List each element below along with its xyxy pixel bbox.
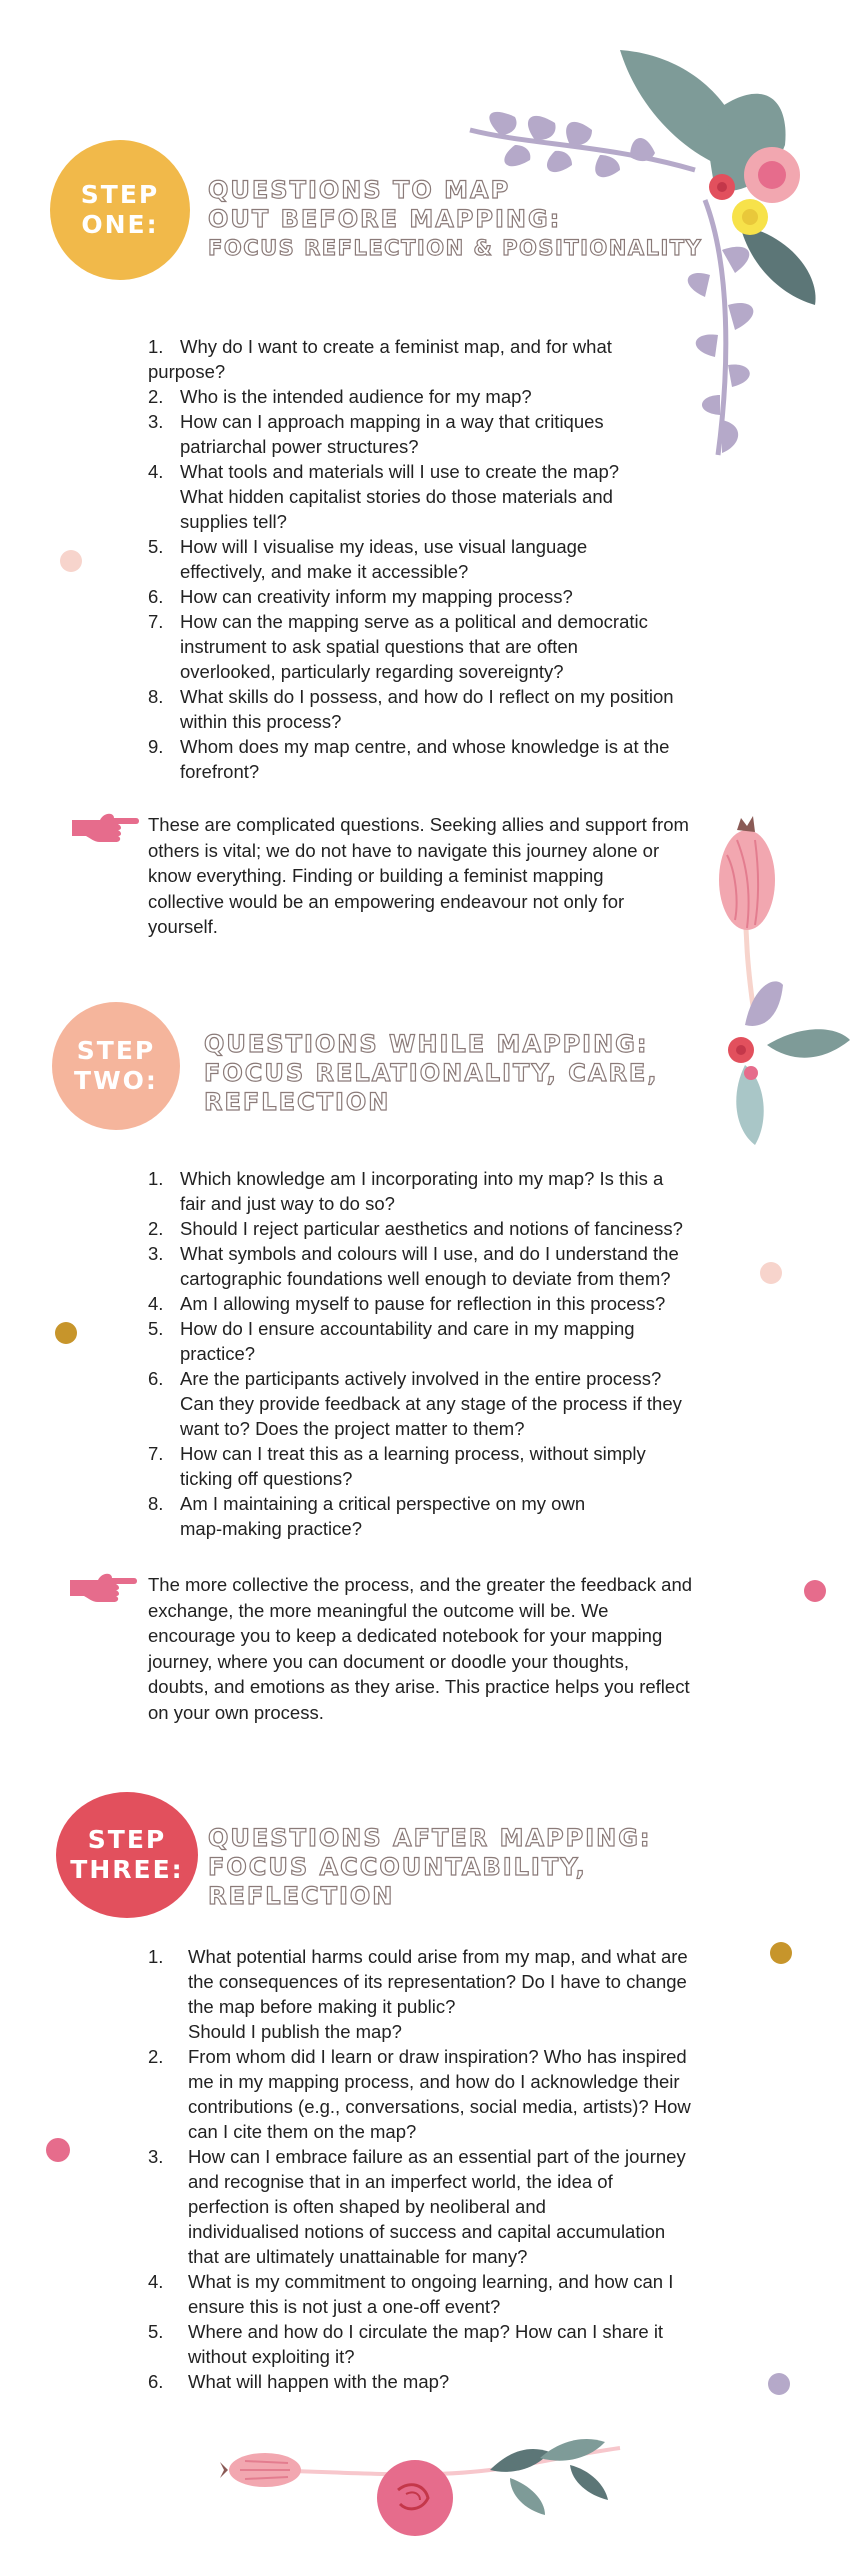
step-one-question-list — [148, 334, 748, 784]
question-item — [148, 609, 748, 684]
question-item — [148, 734, 748, 784]
heading-line: QUESTIONS TO MAP — [208, 176, 511, 204]
question-number: 1. — [148, 336, 164, 357]
heading-line: QUESTIONS AFTER MAPPING: — [208, 1824, 652, 1852]
question-number: 6. — [148, 586, 164, 607]
step-two-question-list — [148, 1166, 758, 1541]
question-line: Am I allowing myself to pause for reflection in this process? — [180, 1293, 666, 1314]
question-item — [148, 1216, 758, 1241]
question-item — [148, 1241, 758, 1291]
question-line: map-making practice? — [180, 1518, 362, 1539]
question-item — [148, 2369, 748, 2394]
question-number: 3. — [148, 411, 164, 432]
question-item — [148, 1366, 758, 1441]
note-line: collective would be an empowering endeavour not only for — [148, 890, 625, 912]
question-line: Should I publish the map? — [188, 2021, 402, 2042]
question-line: within this process? — [180, 711, 342, 732]
step-one-heading — [208, 176, 702, 263]
floral-branch-bottom-illustration — [210, 2430, 640, 2550]
question-line: effectively, and make it accessible? — [180, 561, 469, 582]
question-line: overlooked, particularly regarding sovereignty? — [180, 661, 564, 682]
floral-bud-mid-illustration — [705, 810, 855, 1190]
note-line: encourage you to keep a dedicated notebook for your mapping — [148, 1625, 663, 1646]
question-line: contributions (e.g., conversations, social media, artists)? How — [188, 2096, 691, 2117]
decorative-dot — [804, 1580, 826, 1602]
question-line: Should I reject particular aesthetics and notions of fanciness? — [180, 1218, 683, 1239]
question-item — [148, 584, 748, 609]
decorative-dot — [46, 2138, 70, 2162]
question-line: supplies tell? — [180, 511, 287, 532]
step-three-heading — [208, 1824, 652, 1911]
question-number: 2. — [148, 2046, 164, 2067]
question-line: practice? — [180, 1343, 256, 1364]
question-line: Why do I want to create a feminist map, and for what — [180, 336, 612, 357]
question-number: 4. — [148, 461, 164, 482]
question-number: 6. — [148, 1368, 164, 1389]
question-line: Who is the intended audience for my map? — [180, 386, 532, 407]
decorative-dot — [760, 1262, 782, 1284]
question-line: can I cite them on the map? — [188, 2121, 417, 2142]
question-line: Which knowledge am I incorporating into my map? Is this a — [180, 1168, 664, 1189]
question-item — [148, 1944, 748, 2044]
pointing-hand-icon — [70, 808, 140, 848]
question-item — [148, 1291, 758, 1316]
question-line: What hidden capitalist stories do those materials and — [180, 486, 613, 507]
question-item — [148, 2144, 748, 2269]
question-number: 2. — [148, 1218, 164, 1239]
question-line: What skills do I possess, and how do I reflect on my position — [180, 686, 674, 707]
question-item — [148, 334, 748, 384]
question-item — [148, 2269, 748, 2319]
question-number: 7. — [148, 611, 164, 632]
note-line: others is vital; we do not have to navigate this journey alone or — [148, 839, 660, 861]
decorative-dot — [60, 550, 82, 572]
note-line: doubts, and emotions as they arise. This practice helps you reflect — [148, 1676, 690, 1697]
question-line: individualised notions of success and capital accumulation — [188, 2221, 666, 2242]
question-line: Am I maintaining a critical perspective on my own — [180, 1493, 586, 1514]
heading-line: FOCUS REFLECTION & POSITIONALITY — [208, 236, 703, 260]
question-line: What is my commitment to ongoing learning, and how can I — [188, 2271, 674, 2292]
note-line: yourself. — [148, 916, 218, 937]
heading-line: QUESTIONS WHILE MAPPING: — [204, 1030, 649, 1058]
step-three-question-list — [148, 1944, 748, 2394]
note-line: on your own process. — [148, 1701, 324, 1723]
question-item — [148, 459, 748, 534]
question-line: patriarchal power structures? — [180, 436, 419, 457]
step-three-badge-line: THREE: — [70, 1855, 184, 1884]
question-item — [148, 2044, 748, 2144]
question-line: want to? Does the project matter to them? — [180, 1418, 525, 1439]
step-two-badge — [52, 1002, 180, 1130]
question-number: 4. — [148, 2271, 164, 2292]
question-number: 1. — [148, 1946, 164, 1967]
heading-line: REFLECTION — [208, 1882, 395, 1910]
question-line: without exploiting it? — [188, 2346, 355, 2367]
question-line: cartographic foundations well enough to deviate from them? — [180, 1268, 671, 1289]
question-line: Where and how do I circulate the map? How can I share it — [188, 2321, 664, 2342]
question-number: 7. — [148, 1443, 164, 1464]
step-two-heading — [204, 1030, 658, 1117]
question-number: 5. — [148, 1318, 164, 1339]
decorative-dot — [770, 1942, 792, 1964]
heading-line: REFLECTION — [204, 1088, 391, 1116]
question-item — [148, 534, 748, 584]
step-one-badge — [50, 140, 190, 280]
step-one-badge-line: STEP — [80, 180, 160, 209]
note-line: The more collective the process, and the greater the feedback and — [148, 1574, 693, 1595]
question-item — [148, 1441, 758, 1491]
question-line: perfection is often shaped by neoliberal and — [188, 2196, 546, 2217]
note-line: These are complicated questions. Seeking allies and support from — [148, 814, 689, 835]
note-line: know everything. Finding or building a feminist mapping — [148, 865, 604, 886]
step-two-note — [148, 1572, 758, 1725]
question-line: How can I treat this as a learning process, without simply — [180, 1443, 646, 1464]
question-line: instrument to ask spatial questions that are often — [180, 636, 578, 657]
question-line: How can I embrace failure as an essential part of the journey — [188, 2146, 686, 2167]
pointing-hand-icon — [68, 1568, 138, 1608]
question-item — [148, 409, 748, 459]
step-two-badge-line: TWO: — [74, 1066, 158, 1095]
question-item — [148, 684, 748, 734]
question-line: How do I ensure accountability and care in my mapping — [180, 1318, 635, 1339]
question-number: 5. — [148, 536, 164, 557]
question-line: purpose? — [148, 361, 226, 382]
step-three-badge-line: STEP — [87, 1825, 167, 1854]
question-line: How can I approach mapping in a way that critiques — [180, 411, 604, 432]
question-line: Whom does my map centre, and whose knowledge is at the — [180, 736, 670, 757]
question-item — [148, 1166, 758, 1216]
question-line: How can creativity inform my mapping process? — [180, 586, 573, 607]
question-line: the consequences of its representation? Do I have to change — [188, 1971, 687, 1992]
step-three-badge — [56, 1792, 198, 1918]
question-line: What symbols and colours will I use, and do I understand the — [180, 1243, 679, 1264]
question-number: 6. — [148, 2371, 164, 2392]
question-line: fair and just way to do so? — [180, 1193, 395, 1214]
question-number: 1. — [148, 1168, 164, 1189]
question-line: What potential harms could arise from my map, and what are — [188, 1946, 688, 1967]
question-number: 5. — [148, 2321, 164, 2342]
step-one-note — [148, 812, 748, 940]
question-line: and recognise that in an imperfect world, the idea of — [188, 2171, 613, 2192]
question-line: How will I visualise my ideas, use visual language — [180, 536, 588, 557]
question-line: the map before making it public? — [188, 1996, 456, 2017]
question-number: 3. — [148, 1243, 164, 1264]
question-line: Can they provide feedback at any stage of the process if they — [180, 1393, 682, 1414]
question-item — [148, 1316, 758, 1366]
question-item — [148, 2319, 748, 2369]
heading-line: FOCUS ACCOUNTABILITY, — [208, 1853, 587, 1881]
decorative-dot — [55, 1322, 77, 1344]
question-item — [148, 384, 748, 409]
question-line: that are ultimately unattainable for many? — [188, 2246, 528, 2267]
step-two-badge-line: STEP — [76, 1036, 156, 1065]
question-line: ticking off questions? — [180, 1468, 353, 1489]
question-line: What will happen with the map? — [188, 2371, 450, 2392]
note-line: exchange, the more meaningful the outcome will be. We — [148, 1599, 609, 1621]
question-line: From whom did I learn or draw inspiration? Who has inspired — [188, 2046, 687, 2067]
question-line: forefront? — [180, 761, 260, 782]
question-line: Are the participants actively involved in the entire process? — [180, 1368, 662, 1389]
question-number: 8. — [148, 1493, 164, 1514]
decorative-dot — [768, 2373, 790, 2395]
question-number: 8. — [148, 686, 164, 707]
question-line: What tools and materials will I use to create the map? — [180, 461, 620, 482]
step-one-badge-line: ONE: — [81, 210, 159, 239]
question-number: 2. — [148, 386, 164, 407]
question-line: How can the mapping serve as a political and democratic — [180, 611, 648, 632]
heading-line: OUT BEFORE MAPPING: — [208, 205, 562, 233]
heading-line: FOCUS RELATIONALITY, CARE, — [204, 1059, 659, 1087]
question-item — [148, 1491, 758, 1541]
question-line: ensure this is not just a one-off event? — [188, 2296, 501, 2317]
question-number: 9. — [148, 736, 164, 757]
question-number: 3. — [148, 2146, 164, 2167]
question-number: 4. — [148, 1293, 164, 1314]
question-line: me in my mapping process, and how do I acknowledge their — [188, 2071, 680, 2092]
note-line: journey, where you can document or doodle your thoughts, — [148, 1650, 629, 1672]
